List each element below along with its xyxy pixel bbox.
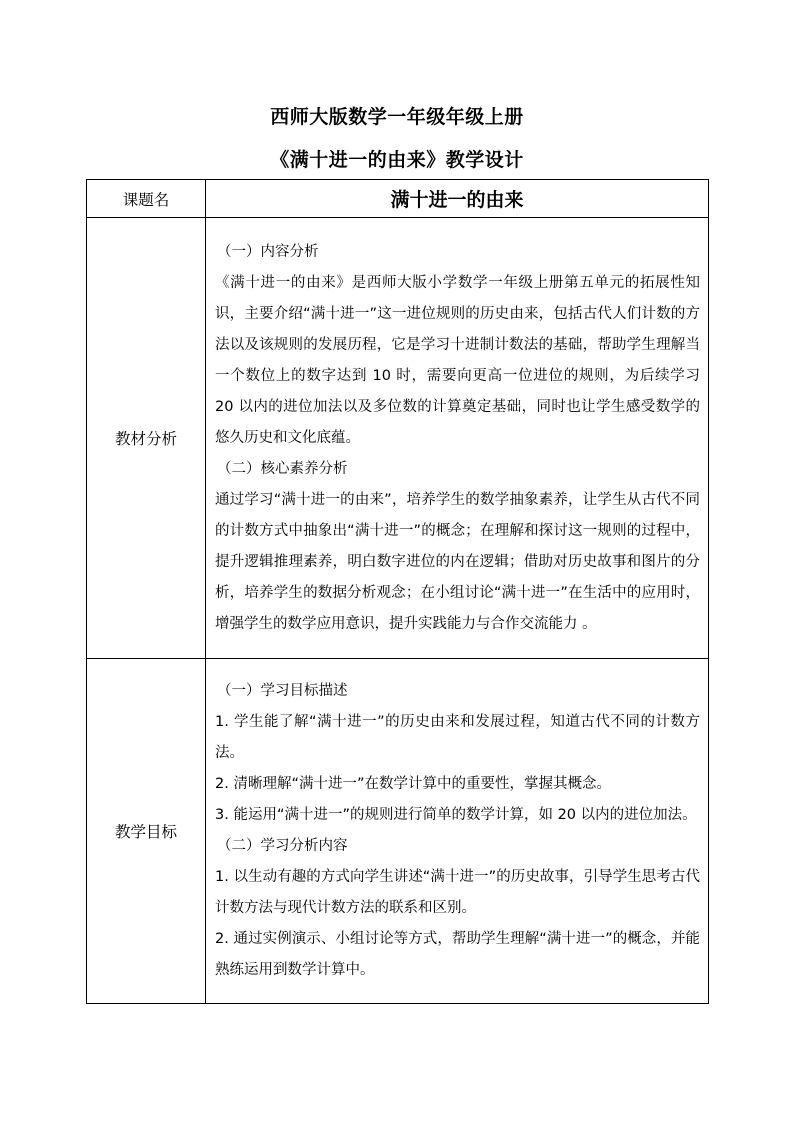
analysis-row bbox=[87, 218, 709, 659]
goals-heading-1: （一）学习目标描述 bbox=[217, 683, 348, 699]
lesson-plan-table bbox=[86, 179, 709, 1004]
goals-row bbox=[87, 659, 709, 1004]
topic-value: 满十进一的由来 bbox=[206, 180, 709, 218]
analysis-heading-1: （一）内容分析 bbox=[217, 243, 319, 260]
analysis-paragraph-1: 《满十进一的由来》是西师大版小学数学一年级上册第五单元的拓展性知识，主要介绍“满十进一”这一进位规则的历史由来，包括古代人们计数的方法以及该规则的发展历程，它是学习十进制计数法的基础，帮助学生理解当一个数位上的数字达到 10 时，需要向更高一位进位的规则，为后续学习 20 以内的进位加法以及多位数的计算奠定基础，同时也让学生感受数学的悠久历史和文化底蕴。 bbox=[215, 274, 700, 446]
document-title: 西师大版数学一年级年级上册 bbox=[270, 106, 524, 128]
topic-row bbox=[87, 180, 709, 218]
analysis-content bbox=[206, 218, 709, 659]
goal-item: 2. 清晰理解“满十进一”在数学计算中的重要性，掌握其概念。 bbox=[215, 776, 611, 792]
analysis-heading-2: （二）核心素养分析 bbox=[217, 460, 348, 477]
topic-label: 课题名 bbox=[87, 180, 206, 218]
goals-label: 教学目标 bbox=[87, 659, 206, 1004]
goal-item: 3. 能运用“满十进一”的规则进行简单的数学计算，如 20 以内的进位加法。 bbox=[215, 807, 697, 823]
analysis-item: 2. 通过实例演示、小组讨论等方式，帮助学生理解“满十进一”的概念，并能熟练运用到数学计算中。 bbox=[215, 931, 700, 978]
analysis-paragraph-2: 通过学习“满十进一的由来”，培养学生的数学抽象素养，让学生从古代不同的计数方式中抽象出“满十进一”的概念；在理解和探讨这一规则的过程中，提升逻辑推理素养，明白数字进位的内在逻辑；借助对历史故事和图片的分析，培养学生的数据分析观念；在小组讨论“满十进一”在生活中的应用时，增强学生的数学应用意识，提升实践能力与合作交流能力 。 bbox=[215, 491, 700, 632]
analysis-label: 教材分析 bbox=[87, 218, 206, 659]
analysis-item: 1. 以生动有趣的方式向学生讲述“满十进一”的历史故事，引导学生思考古代计数方法与现代计数方法的联系和区别。 bbox=[215, 869, 700, 916]
goal-item: 1. 学生能了解“满十进一”的历史由来和发展过程，知道古代不同的计数方法。 bbox=[215, 714, 700, 761]
goals-content bbox=[206, 659, 709, 1004]
document-subtitle: 《满十进一的由来》教学设计 bbox=[270, 149, 524, 171]
goals-heading-2: （二）学习分析内容 bbox=[217, 838, 348, 854]
